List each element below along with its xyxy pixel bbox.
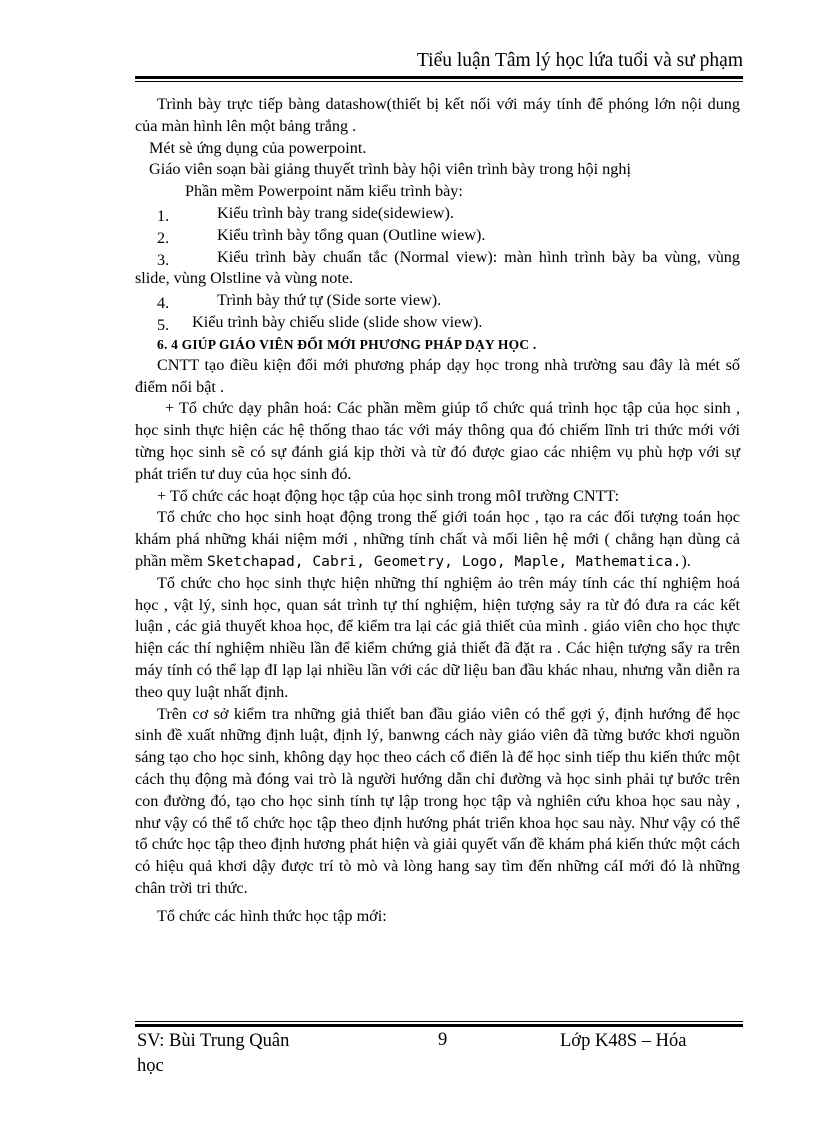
header-rule	[135, 76, 743, 79]
paragraph: Giáo viên soạn bài giảng thuyết trình bày hội viên trình bày trong hội nghị	[149, 160, 631, 179]
list-text: Kiểu trình bày chuẩn tắc (Normal view): màn hình trình bày ba vùng, vùng slide, vùng Olstline và vùng note.	[135, 247, 740, 288]
paragraph: Trình bày trực tiếp bàng datashow(thiết bị kết nối với máy tính để phóng lớn nội dung của màn hình lên một bảng trắng .	[135, 95, 740, 135]
paragraph: + Tổ chức các hoạt động học tập của học sinh trong môI trường CNTT:	[157, 486, 620, 505]
footer-rule	[135, 1024, 743, 1027]
paragraph: Trên cơ sở kiểm tra những giả thiết ban đầu giáo viên có thể gợi ý, định hướng để học sinh đề xuất những định luật, định lý, banwng cách này giáo viên đã từng bước khơi nguồn sáng tạo cho học sinh, không dạy học theo cách cổ điển là để học sinh tiếp thu kiến thức một cách thụ động mà đóng vai trò là người hướng dẫn chỉ đường và học sinh phải tự bước trên con đường đó, tạo cho học sinh tính tự lập trong học tập và nghiên cứu khoa học sau này , như vậy có thể tổ chức học tập theo định hướng phát triển khoa học sau này. Như vậy có thể tổ chức học tập theo định hương phát hiện và giải quyết vấn đề khám phá kiến thức một cách có hiệu quả khơi dậy được trí tò mò và lòng hang say tìm đến những cáI mới đó là những chân trời tri thức.	[135, 704, 740, 897]
paragraph-text: ).	[681, 551, 691, 570]
page-number: 9	[438, 1030, 448, 1050]
list-number: 5.	[157, 315, 170, 334]
list-text: Kiểu trình bày chiếu slide (slide show view).	[192, 312, 483, 331]
list-item	[135, 203, 740, 225]
footer-rule-thin	[135, 1021, 743, 1022]
page-header: Tiểu luận Tâm lý học lứa tuổi và sư phạm	[416, 50, 743, 71]
list-item	[135, 225, 740, 247]
footer-class: Lớp K48S – Hóa	[560, 1031, 687, 1051]
list-text: Kiểu trình bày tổng quan (Outline wiew).	[217, 225, 486, 244]
paragraph: Phần mềm Powerpoint năm kiểu trình bày:	[185, 182, 463, 201]
list-number: 1.	[157, 206, 170, 225]
list-item	[135, 247, 740, 291]
header-rule-thin	[135, 81, 743, 82]
view-list	[135, 203, 740, 334]
list-item	[135, 290, 740, 312]
list-item	[135, 312, 740, 334]
paragraph	[135, 507, 740, 572]
software-list: Sketchapad, Cabri, Geometry, Logo, Maple, Mathematica.	[206, 552, 682, 570]
list-number: 3.	[157, 250, 170, 269]
page-content	[135, 94, 740, 927]
footer-class-continuation: học	[137, 1056, 164, 1076]
section-heading: 6. 4 GIÚP GIÁO VIÊN ĐỔI MỚI PHƯƠNG PHÁP DẠY HỌC .	[157, 336, 537, 352]
paragraph: + Tổ chức dạy phân hoá: Các phần mềm giúp tổ chức quá trình học tập của học sinh , học sinh thực hiện các hệ thống thao tác với máy thông qua đó chiếm lĩnh tri thức mới với từng học sinh sẽ có sự đánh giá kịp thời và từ đó được giao các nhiệm vụ phù hợp với sự phát triển tư duy của học sinh đó.	[135, 399, 740, 483]
paragraph-text: Tổ chức cho học sinh hoạt động trong thế giới toán học , tạo ra các đối tượng toán học khám phá những khái niệm mới , những tính chất và mối liên hệ mới ( chẳng hạn dùng cả phần mềm	[135, 508, 740, 570]
footer-author: SV: Bùi Trung Quân	[137, 1031, 290, 1051]
paragraph: Tổ chức cho học sinh thực hiện những thí nghiệm ảo trên máy tính các thí nghiệm hoá học , vật lý, sinh học, quan sát trình tự thí nghiệm, hiện tượng sảy ra từ đó đưa ra các kết luận , các giả thuyết khoa học, để kiểm tra lại các giả thiết của mình . giáo viên cho học thực hiện các thí nghiệm nhiều lần để kiểm chứng giả thiết đã đặt ra . Các hiện tượng sẩy ra trên máy tính có thể lạp đI lạp lại nhiều lần với các dữ liệu ban đầu khác nhau, nhưng vẫn diễn ra theo quy luật nhất định.	[135, 573, 740, 701]
list-number: 2.	[157, 228, 170, 247]
list-number: 4.	[157, 294, 170, 313]
list-text: Trình bày thứ tự (Side sorte view).	[217, 291, 442, 310]
list-text: Kiểu trình bày trang side(sidewiew).	[217, 203, 454, 222]
paragraph: Mét sè ứng dụng của powerpoint.	[149, 138, 367, 157]
paragraph: Tổ chức các hình thức học tập mới:	[157, 906, 387, 925]
paragraph: CNTT tạo điều kiện đổi mới phương pháp dạy học trong nhà trường sau đây là mét số điểm nổi bật .	[135, 355, 740, 396]
